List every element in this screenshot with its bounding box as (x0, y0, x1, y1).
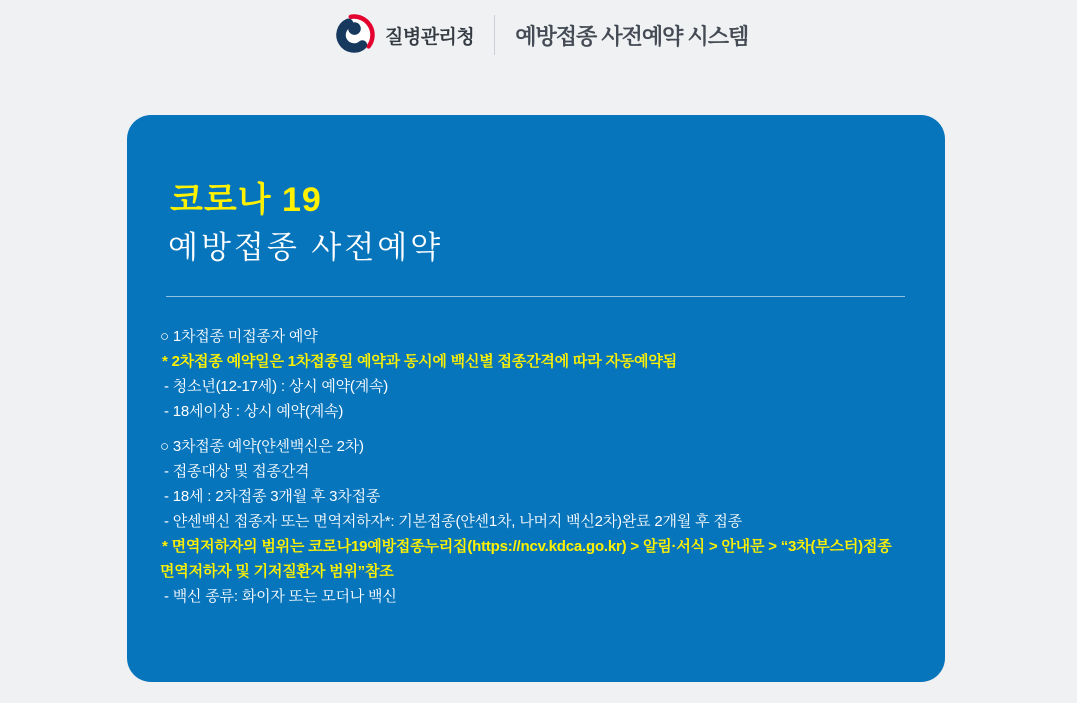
brand (332, 12, 1077, 58)
header-divider (494, 15, 495, 55)
notice-line: 면역저하자 및 기저질환자 범위”참조 (160, 563, 394, 580)
notice-line: ○ 1차접종 미접종자 예약 (160, 328, 318, 345)
card-title: 코로나 19 (170, 181, 322, 219)
title-divider (166, 296, 905, 297)
notice-line: - 백신 종류: 화이자 또는 모더나 백신 (164, 588, 397, 605)
notice-line: - 얀센백신 접종자 또는 면역저하자*: 기본접종(얀센1차, 나머지 백신2차)완료 2개월 후 접종 (164, 513, 742, 530)
notice-line: ○ 3차접종 예약(얀센백신은 2차) (160, 438, 364, 455)
header (0, 0, 1077, 90)
notice-line: * 면역저하자의 범위는 코로나19예방접종누리집(https://ncv.kdca.go.kr) > 알림·서식 > 안내문 > “3차(부스터)접종 (162, 538, 892, 555)
system-title: 예방접종 사전예약 시스템 (515, 23, 749, 49)
notice-line: - 18세이상 : 상시 예약(계속) (164, 403, 344, 420)
section-first-dose-notice (160, 324, 905, 424)
org-name: 질병관리청 (385, 26, 475, 48)
section-third-dose-notice (160, 434, 905, 609)
notice-line: - 접종대상 및 접종간격 (164, 463, 310, 480)
kdca-taegeuk-icon (332, 13, 376, 57)
notice-line: - 청소년(12-17세) : 상시 예약(계속) (164, 378, 389, 395)
card-subtitle: 예방접종 사전예약 (168, 230, 444, 265)
notice-card (127, 115, 945, 682)
notice-line: - 18세 : 2차접종 3개월 후 3차접종 (164, 488, 381, 505)
notice-line: * 2차접종 예약일은 1차접종일 예약과 동시에 백신별 접종간격에 따라 자동예약됨 (162, 353, 677, 370)
